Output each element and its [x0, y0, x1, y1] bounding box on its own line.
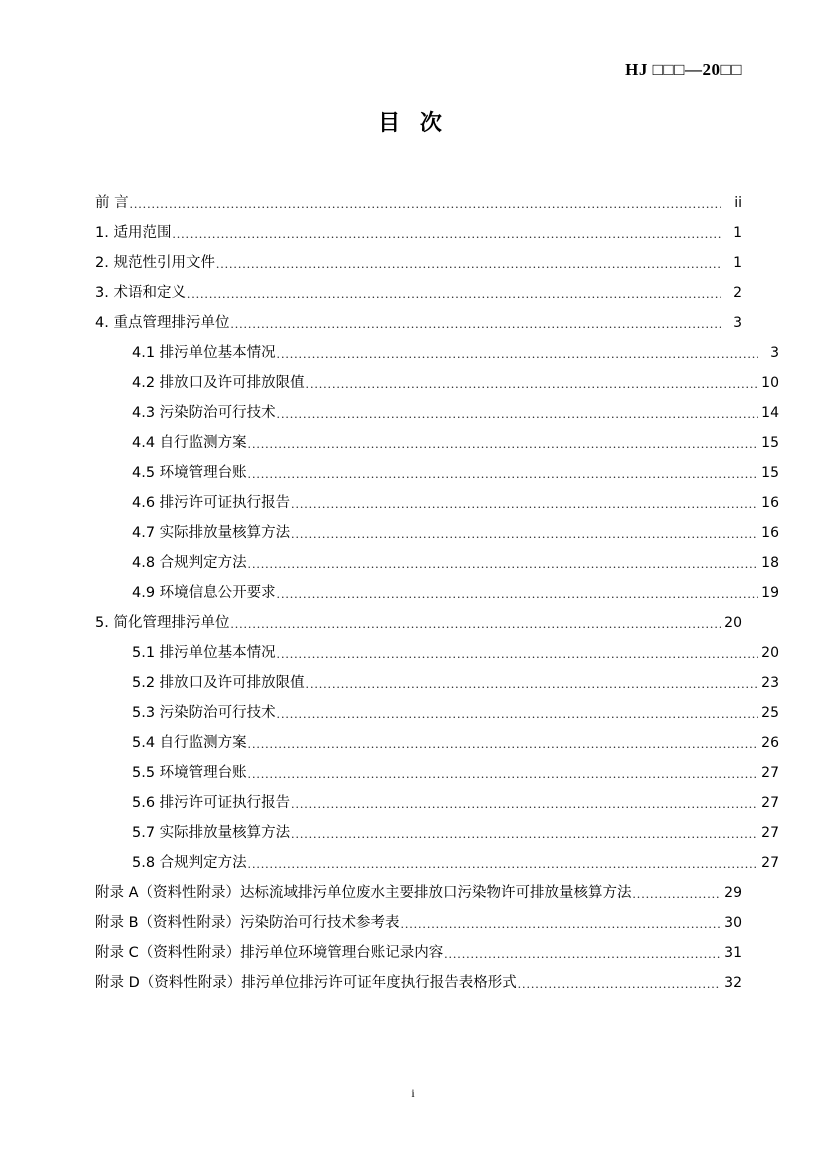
toc-dot-leader [172, 229, 721, 239]
toc-dot-leader [444, 949, 721, 959]
toc-entry[interactable] [95, 752, 779, 782]
toc-entry-page-number: 15 [761, 435, 779, 451]
page-title: 目 次 [378, 111, 448, 136]
toc-entry-label: 前 言 [95, 195, 129, 211]
toc-entry-label: 附录 A（资料性附录）达标流域排污单位废水主要排放口污染物许可排放量核算方法 [95, 885, 632, 901]
toc-entry-label: 5.4 自行监测方案 [132, 735, 247, 751]
toc-entry-page-number: 27 [761, 825, 779, 841]
toc-entry-label: 5.5 环境管理台账 [132, 765, 247, 781]
toc-entry-label: 5. 简化管理排污单位 [95, 615, 230, 631]
toc-dot-leader [306, 679, 758, 689]
toc-entry[interactable] [95, 842, 779, 872]
toc-dot-leader [291, 829, 758, 839]
toc-dot-leader [248, 559, 758, 569]
toc-entry[interactable] [95, 662, 779, 692]
toc-dot-leader [187, 289, 721, 299]
toc-dot-leader [306, 379, 758, 389]
toc-entry-page-number: 16 [761, 525, 779, 541]
toc-entry-page-number: 10 [761, 375, 779, 391]
toc-entry[interactable] [95, 962, 742, 992]
toc-entry-label: 5.8 合规判定方法 [132, 855, 247, 871]
toc-entry-label: 2. 规范性引用文件 [95, 255, 215, 271]
toc-entry[interactable] [95, 692, 779, 722]
toc-dot-leader [291, 799, 758, 809]
toc-entry[interactable] [95, 242, 742, 272]
toc-entry-label: 4. 重点管理排污单位 [95, 315, 230, 331]
toc-entry[interactable] [95, 932, 742, 962]
toc-entry-label: 5.6 排污许可证执行报告 [132, 795, 291, 811]
toc-entry-label: 4.6 排污许可证执行报告 [132, 495, 291, 511]
toc-entry-page-number: 27 [761, 855, 779, 871]
table-of-contents [95, 182, 779, 992]
page-number-footer: i [411, 1086, 415, 1100]
toc-entry[interactable] [95, 452, 779, 482]
toc-entry[interactable] [95, 542, 779, 572]
toc-entry-page-number: 23 [761, 675, 779, 691]
toc-entry-label: 5.3 污染防治可行技术 [132, 705, 276, 721]
toc-entry-page-number: 1 [733, 255, 742, 271]
toc-entry[interactable] [95, 332, 779, 362]
toc-entry-label: 3. 术语和定义 [95, 285, 186, 301]
toc-entry-page-number: ii [734, 195, 742, 211]
toc-entry-page-number: 16 [761, 495, 779, 511]
toc-entry-label: 附录 B（资料性附录）污染防治可行技术参考表 [95, 915, 400, 931]
toc-entry[interactable] [95, 422, 779, 452]
toc-dot-leader [248, 769, 758, 779]
toc-entry-label: 4.9 环境信息公开要求 [132, 585, 276, 601]
toc-entry[interactable] [95, 782, 779, 812]
toc-entry-page-number: 26 [761, 735, 779, 751]
toc-dot-leader [401, 919, 721, 929]
toc-entry[interactable] [95, 212, 742, 242]
toc-dot-leader [248, 469, 758, 479]
toc-entry-page-number: 31 [724, 945, 742, 961]
toc-entry-label: 4.1 排污单位基本情况 [132, 345, 276, 361]
toc-dot-leader [130, 199, 721, 209]
toc-entry-label: 5.2 排放口及许可排放限值 [132, 675, 305, 691]
toc-entry[interactable] [95, 302, 742, 332]
toc-entry-label: 4.2 排放口及许可排放限值 [132, 375, 305, 391]
toc-entry-page-number: 15 [761, 465, 779, 481]
toc-entry-page-number: 19 [761, 585, 779, 601]
toc-entry-label: 4.7 实际排放量核算方法 [132, 525, 291, 541]
toc-entry-label: 5.1 排污单位基本情况 [132, 645, 276, 661]
toc-entry[interactable] [95, 572, 779, 602]
toc-entry-page-number: 29 [724, 885, 742, 901]
toc-entry-label: 4.4 自行监测方案 [132, 435, 247, 451]
toc-entry[interactable] [95, 482, 779, 512]
toc-dot-leader [248, 859, 758, 869]
toc-dot-leader [277, 649, 758, 659]
toc-dot-leader [230, 319, 721, 329]
toc-entry-page-number: 18 [761, 555, 779, 571]
toc-dot-leader [216, 259, 721, 269]
toc-entry[interactable] [95, 872, 742, 902]
toc-dot-leader [277, 409, 758, 419]
toc-entry-page-number: 3 [733, 315, 742, 331]
toc-dot-leader [277, 589, 758, 599]
toc-entry-label: 4.3 污染防治可行技术 [132, 405, 276, 421]
toc-dot-leader [248, 739, 758, 749]
toc-entry-page-number: 27 [761, 765, 779, 781]
toc-entry-label: 1. 适用范围 [95, 225, 172, 241]
document-standard-code-header: HJ □□□—20□□ [625, 60, 742, 79]
toc-dot-leader [518, 979, 721, 989]
toc-entry-page-number: 20 [761, 645, 779, 661]
toc-entry-page-number: 20 [724, 615, 742, 631]
toc-dot-leader [230, 619, 721, 629]
toc-entry[interactable] [95, 362, 779, 392]
toc-entry[interactable] [95, 632, 779, 662]
toc-entry-label: 4.5 环境管理台账 [132, 465, 247, 481]
toc-dot-leader [633, 889, 721, 899]
toc-entry-page-number: 32 [724, 975, 742, 991]
toc-entry[interactable] [95, 182, 742, 212]
toc-entry[interactable] [95, 392, 779, 422]
toc-entry-page-number: 2 [733, 285, 742, 301]
toc-entry[interactable] [95, 602, 742, 632]
toc-dot-leader [291, 529, 758, 539]
toc-entry-page-number: 1 [733, 225, 742, 241]
toc-entry-label: 附录 D（资料性附录）排污单位排污许可证年度执行报告表格形式 [95, 975, 517, 991]
toc-entry-label: 附录 C（资料性附录）排污单位环境管理台账记录内容 [95, 945, 444, 961]
toc-entry[interactable] [95, 272, 742, 302]
toc-dot-leader [291, 499, 758, 509]
toc-entry[interactable] [95, 722, 779, 752]
toc-dot-leader [248, 439, 758, 449]
toc-entry-page-number: 27 [761, 795, 779, 811]
toc-entry[interactable] [95, 512, 779, 542]
toc-entry[interactable] [95, 902, 742, 932]
toc-entry[interactable] [95, 812, 779, 842]
toc-entry-page-number: 25 [761, 705, 779, 721]
toc-entry-label: 4.8 合规判定方法 [132, 555, 247, 571]
toc-entry-page-number: 30 [724, 915, 742, 931]
toc-entry-label: 5.7 实际排放量核算方法 [132, 825, 291, 841]
toc-entry-page-number: 14 [761, 405, 779, 421]
toc-dot-leader [277, 709, 758, 719]
toc-dot-leader [277, 349, 758, 359]
toc-entry-page-number: 3 [770, 345, 779, 361]
